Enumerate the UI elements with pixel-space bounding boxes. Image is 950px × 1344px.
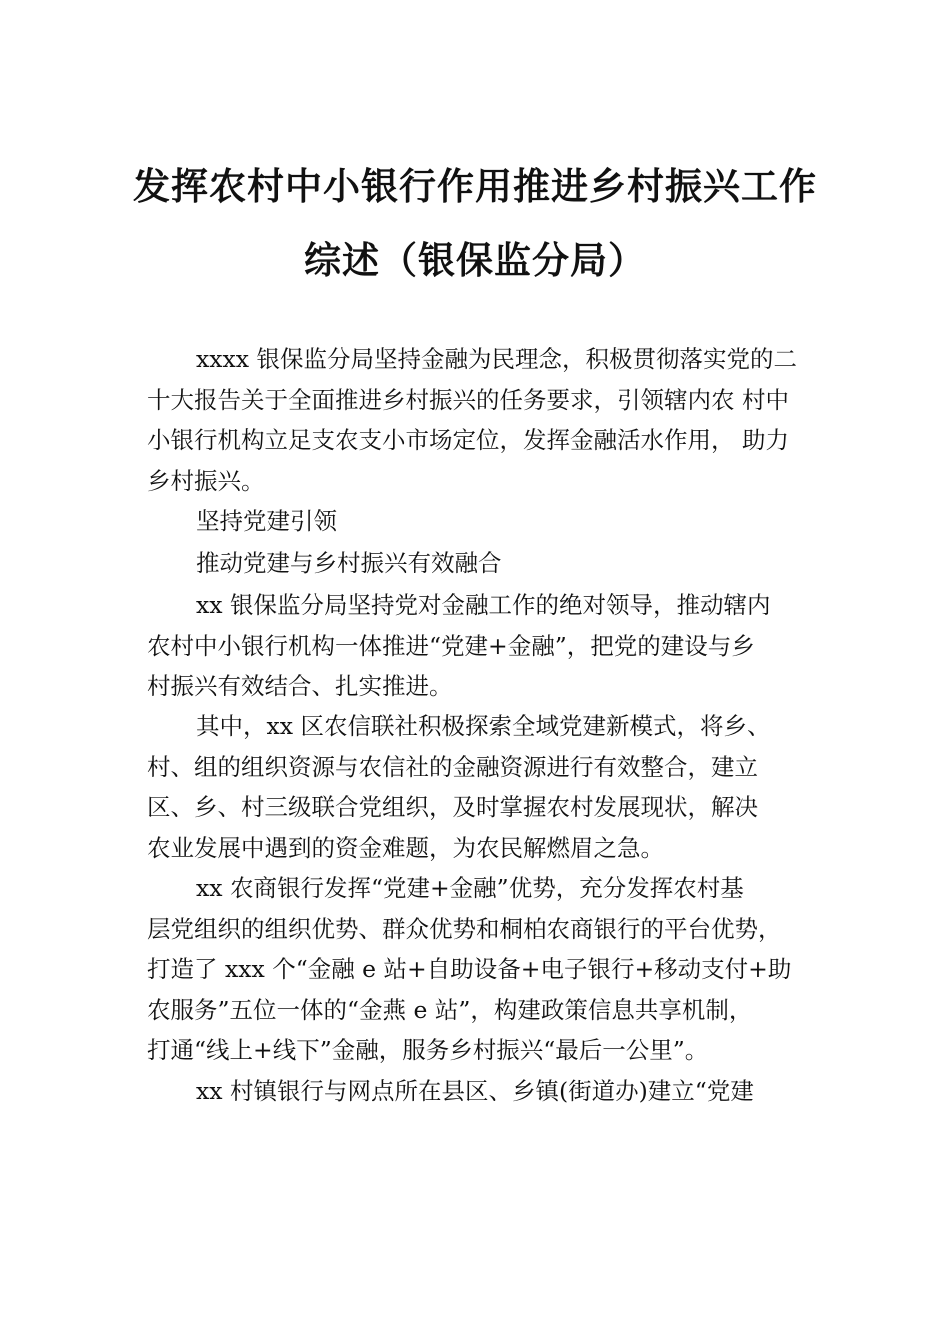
paragraph-party-leadership xyxy=(147,585,837,707)
text-line: 乡村振兴。 xyxy=(147,466,265,495)
paragraph-village-bank xyxy=(147,1071,837,1112)
document-title-line-1: 发挥农村中小银行作用推进乡村振兴工作 xyxy=(133,165,817,208)
section-subheading xyxy=(147,543,837,584)
text-line: 坚持党建引领 xyxy=(196,507,337,535)
text-line: 小银行机构立足支农支小市场定位，发挥金融活水作用， 助力 xyxy=(147,426,789,454)
text-line: 其中，xx 区农信联社积极探索全域党建新模式，将乡、 xyxy=(196,712,771,740)
text-line: 农业发展中遇到的资金难题，为农民解燃眉之急。 xyxy=(147,833,664,862)
text-line: 十大报告关于全面推进乡村振兴的任务要求，引领辖内农 村中 xyxy=(147,385,789,414)
text-line: xx 农商银行发挥“党建+金融”优势，充分发挥农村基 xyxy=(196,874,744,902)
paragraph-rural-commercial-bank xyxy=(147,868,837,1071)
text-line: 推动党建与乡村振兴有效融合 xyxy=(196,549,502,577)
text-line: 打造了 xxx 个“金融 e 站+自助设备+电子银行+移动支付+助 xyxy=(147,955,792,983)
text-line: xx 银保监分局坚持党对金融工作的绝对领导，推动辖内 xyxy=(196,591,771,619)
text-line: xxxx 银保监分局坚持金融为民理念，积极贯彻落实党的二 xyxy=(196,345,797,373)
text-line: 农服务”五位一体的“金燕 e 站”，构建政策信息共享机制， xyxy=(147,995,753,1024)
text-line: 村振兴有效结合、扎实推进。 xyxy=(147,672,453,700)
text-line: 农村中小银行机构一体推进“党建+金融”，把党的建设与乡 xyxy=(147,631,755,660)
text-line: 打通“线上+线下”金融，服务乡村振兴“最后一公里”。 xyxy=(147,1036,709,1064)
section-heading xyxy=(147,501,837,542)
text-line: 村、组的组织资源与农信社的金融资源进行有效整合，建立 xyxy=(147,752,758,781)
text-line: 层党组织的组织优势、群众优势和桐柏农商银行的平台优势， xyxy=(147,914,782,943)
paragraph-intro xyxy=(147,339,837,501)
text-line: 区、乡、村三级联合党组织，及时掌握农村发展现状，解决 xyxy=(147,793,758,821)
text-line: xx 村镇银行与网点所在县区、乡镇(街道办)建立“党建 xyxy=(196,1077,754,1105)
document-title-line-2: 综述（银保监分局） xyxy=(304,239,646,282)
paragraph-rural-credit-union xyxy=(147,706,837,868)
